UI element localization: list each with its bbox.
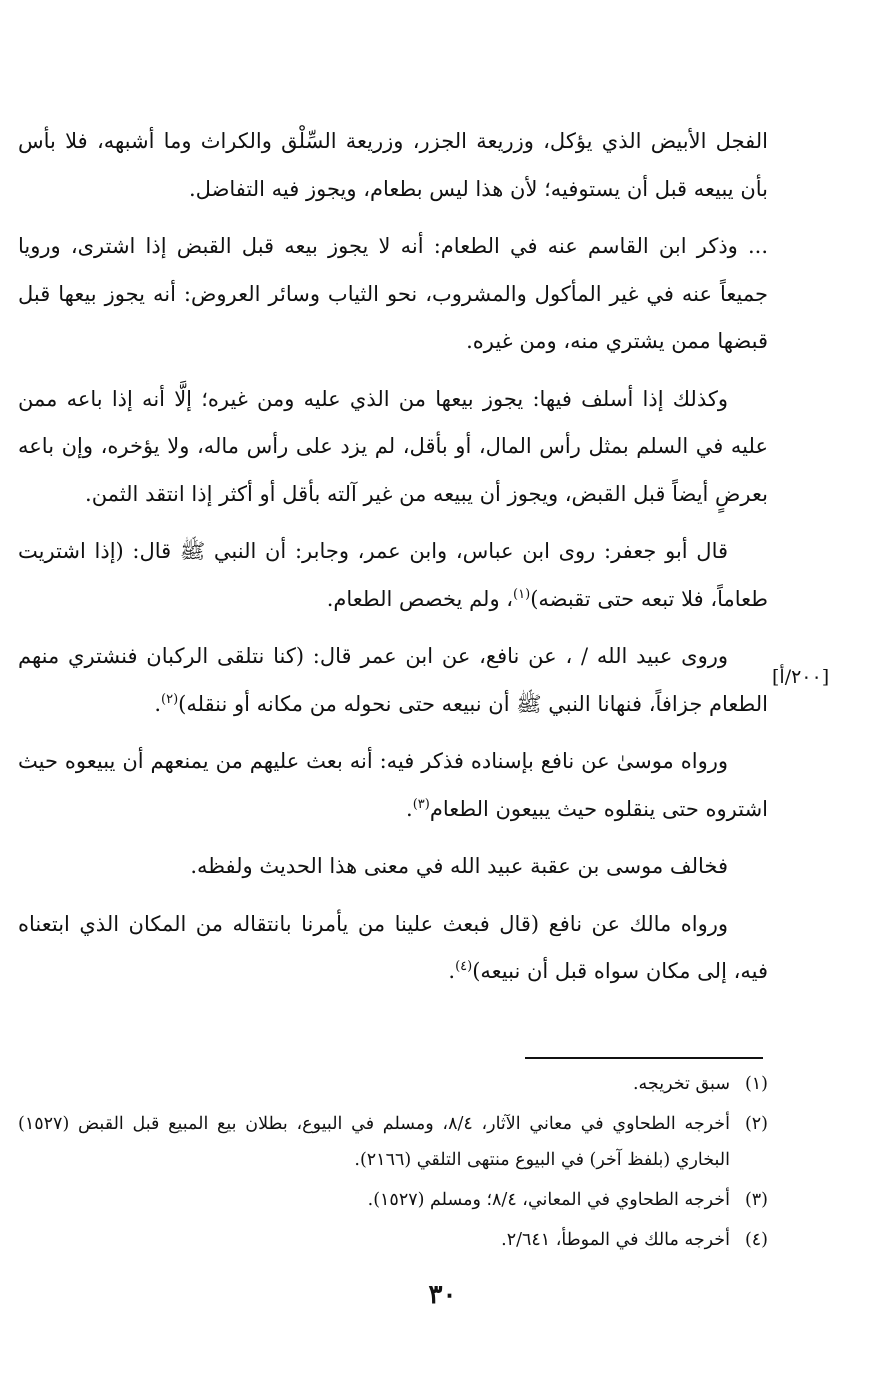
footnote-number: (٢) bbox=[744, 1114, 768, 1134]
paragraph-tail: . bbox=[448, 959, 456, 983]
footnote-number: (١) bbox=[744, 1074, 768, 1094]
paragraph-8 bbox=[18, 901, 768, 996]
paragraph-1 bbox=[18, 118, 768, 213]
footnote-number: (٣) bbox=[744, 1190, 768, 1210]
manuscript-folio-marker: [٢٠٠/أ] bbox=[772, 666, 830, 688]
footnote-text: أخرجه الطحاوي في المعاني، ٨/٤؛ ومسلم (١٥٢٧). bbox=[367, 1190, 730, 1210]
paragraph-text: قال أبو جعفر: روى ابن عباس، وابن عمر، وجابر: أن النبي ﷺ قال: (إذا اشتريت طعاماً، فلا تبعه حتى تقبضه) bbox=[18, 539, 768, 611]
paragraph-text: وكذلك إذا أسلف فيها: يجوز بيعها من الذي عليه ومن غيره؛ إلَّا أنه إذا باعه ممن عليه في السلم بمثل رأس المال، أو بأقل، لم يزد على رأس ماله، ولا يؤخره، وإن باعه بعرضٍ أيضاً قبل القبض، ويجوز أن يبيعه من غير آلته بأقل أو أكثر إذا انتقد الثمن. bbox=[18, 386, 768, 506]
main-text bbox=[18, 118, 768, 1006]
footnote-ref[interactable]: (٢) bbox=[161, 691, 179, 707]
footnote-4 bbox=[18, 1222, 768, 1258]
paragraph-6 bbox=[18, 738, 768, 833]
paragraph-text: ... وذكر ابن القاسم عنه في الطعام: أنه لا يجوز بيعه قبل القبض إذا اشترى، ورويا جميعاً عنه في غير المأكول والمشروب، نحو الثياب وسائر العروض: أنه يجوز بيعها قبل قبضها ممن يشتري منه، ومن غيره. bbox=[18, 234, 768, 353]
footnote-1 bbox=[18, 1066, 768, 1102]
footnote-ref[interactable]: (١) bbox=[513, 586, 531, 602]
paragraph-4 bbox=[18, 528, 768, 623]
paragraph-text: الفجل الأبيض الذي يؤكل، وزريعة الجزر، وزريعة السِّلْق والكراث وما أشبهه، فلا بأس بأن يبيعه قبل أن يستوفيه؛ لأن هذا ليس بطعام، ويجوز فيه التفاضل. bbox=[18, 129, 768, 201]
paragraph-7 bbox=[18, 843, 768, 891]
paragraph-tail: ، ولم يخصص الطعام. bbox=[326, 586, 514, 611]
footnote-number: (٤) bbox=[744, 1230, 768, 1250]
footnote-text: أخرجه الطحاوي في معاني الآثار، ٨/٤، ومسلم في البيوع، بطلان بيع المبيع قبل القبض (١٥٢٧) البخاري (بلفظ آخر) في البيوع منتهى التلقي (٢١٦٦). bbox=[18, 1114, 730, 1170]
footnote-3 bbox=[18, 1182, 768, 1218]
footnote-divider bbox=[525, 1057, 763, 1059]
footnotes bbox=[18, 1066, 768, 1262]
footnote-ref[interactable]: (٣) bbox=[412, 796, 430, 812]
paragraph-text: وروى عبيد الله / ، عن نافع، عن ابن عمر قال: (كنا نتلقى الركبان فنشتري منهم الطعام جزافاً، فنهانا النبي ﷺ أن نبيعه حتى نحوله من مكانه أو ننقله) bbox=[18, 644, 768, 716]
footnote-ref[interactable]: (٤) bbox=[455, 959, 473, 974]
footnote-text: سبق تخريجه. bbox=[632, 1074, 730, 1094]
paragraph-text: فخالف موسى بن عقبة عبيد الله في معنى هذا الحديث ولفظه. bbox=[190, 854, 728, 878]
paragraph-2 bbox=[18, 223, 768, 366]
paragraph-tail: . bbox=[154, 691, 161, 716]
footnote-2 bbox=[18, 1106, 768, 1178]
paragraph-text: ورواه مالك عن نافع (قال فبعث علينا من يأمرنا بانتقاله من المكان الذي ابتعناه فيه، إلى مكان سواه قبل أن نبيعه) bbox=[18, 911, 768, 983]
page-number: ٣٠ bbox=[428, 1280, 457, 1310]
paragraph-5 bbox=[18, 633, 768, 728]
paragraph-3 bbox=[18, 376, 768, 519]
footnote-text: أخرجه مالك في الموطأ، ٢/٦٤١. bbox=[501, 1230, 730, 1250]
paragraph-text: ورواه موسىٰ عن نافع بإسناده فذكر فيه: أنه بعث عليهم من يمنعهم أن يبيعوه حيث اشتروه حتى ينقلوه حيث يبيعون الطعام bbox=[18, 749, 768, 821]
paragraph-tail: . bbox=[406, 796, 413, 821]
